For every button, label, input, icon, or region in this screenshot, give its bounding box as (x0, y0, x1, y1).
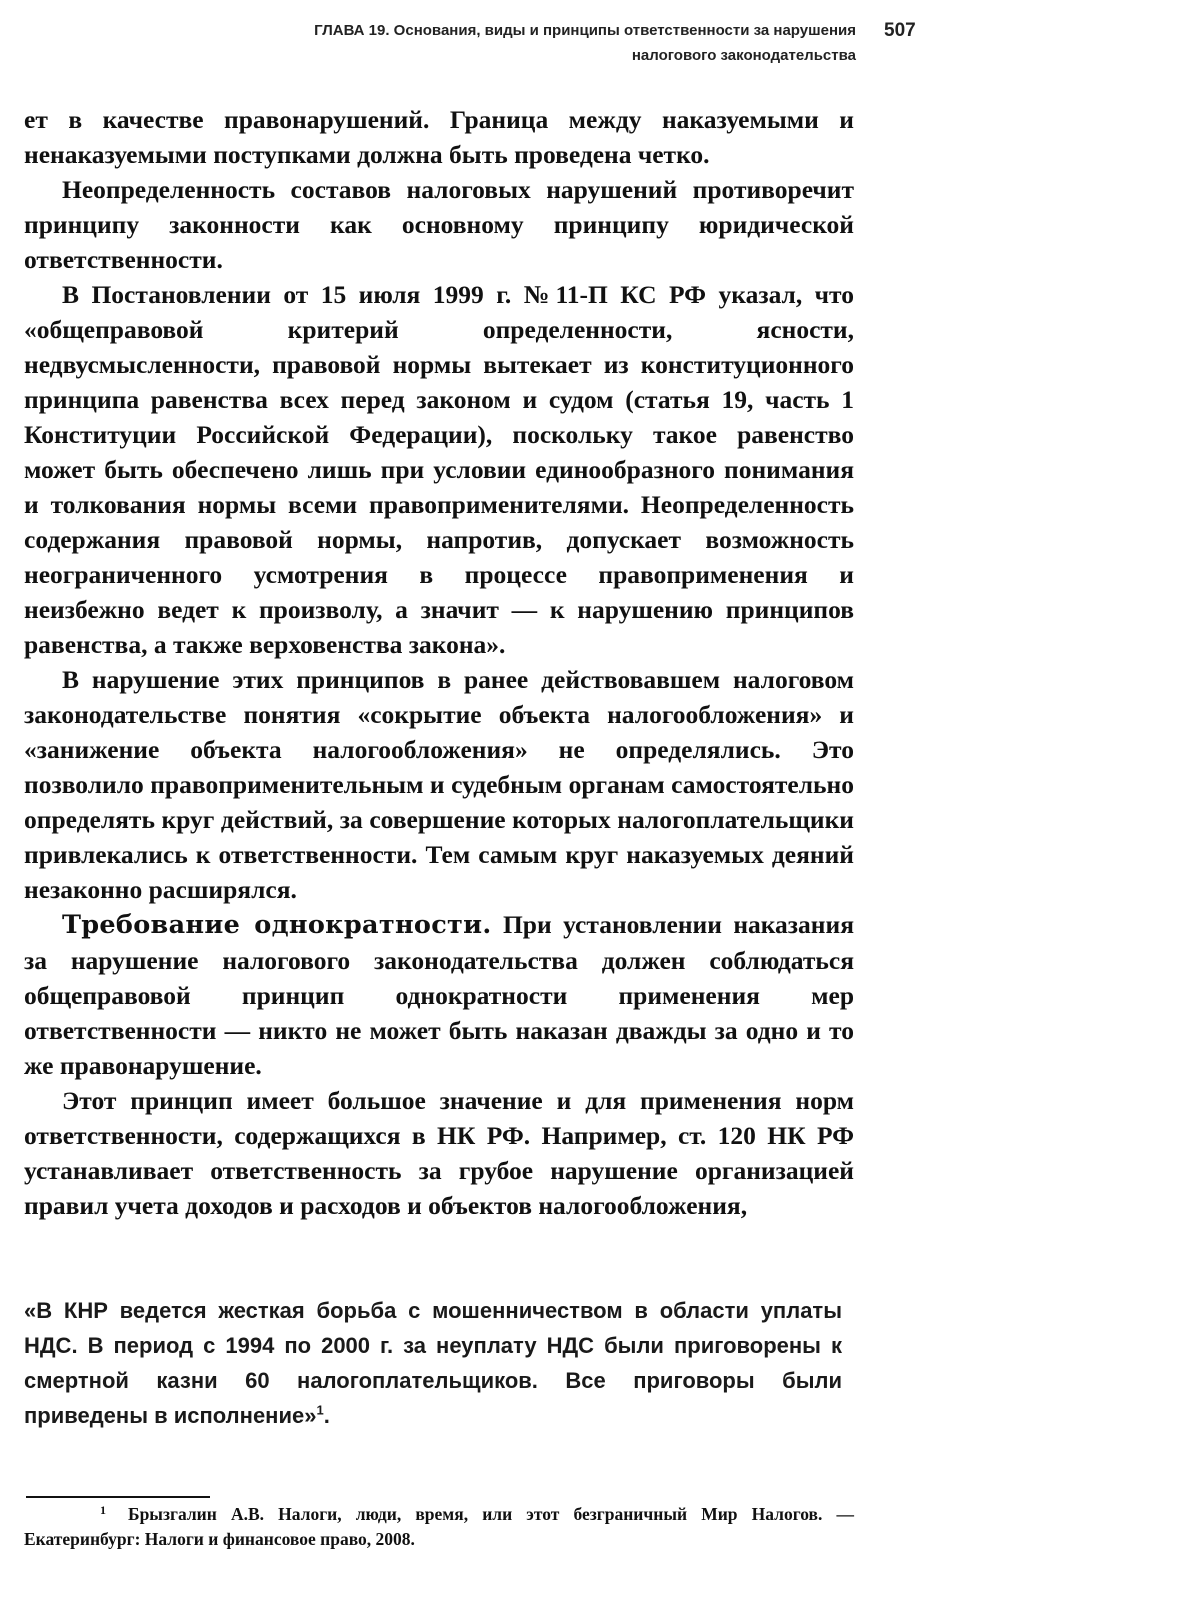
paragraph-5-lead-in: Требование однократности. (62, 910, 492, 940)
quote-block (24, 1293, 842, 1433)
running-header (130, 18, 856, 68)
chapter-title-line-1: ГЛАВА 19. Основания, виды и принципы ответственности за нарушения (314, 22, 856, 39)
chapter-title-line-2: налогового законодательства (631, 47, 856, 64)
paragraph-5-text: При установлении наказания за нарушение налогового законодательства должен соблюдаться общеправовой принцип однократности применения мер ответственности — никто не может быть наказан дважды за одно и то же правонарушение. (24, 910, 854, 1080)
paragraph-3: В Постановлении от 15 июля 1999 г. №11-П КС РФ указал, что «общеправовой критерий определенности, ясности, недвусмысленности, правовой нормы вытекает из конституционного принципа равенства всех перед законом и судом (статья 19, часть 1 Конституции Российской Федерации), поскольку такое равенство может быть обеспечено лишь при условии единообразного понимания и толкования нормы всеми правоприменителями. Неопределенность содержания правовой нормы, напротив, допускает возможность неограниченного усмотрения в процессе правоприменения и неизбежно ведет к произволу, а значит — к нарушению принципов равенства, а также верховенства закона». (24, 280, 854, 659)
quote-text: «В КНР ведется жесткая борьба с мошенничеством в области уплаты НДС. В период с 1994 по 2000 г. за неуплату НДС были приговорены к смертной казни 60 налогоплательщиков. Все приговоры были приведены в исполнение» (24, 1298, 842, 1428)
footnote-divider (26, 1496, 210, 1498)
footnote-reference: 1 (316, 1402, 324, 1418)
paragraph-2: Неопределенность составов налоговых нарушений противоречит принципу законности как основному принципу юридической ответственности. (24, 175, 854, 274)
main-text (24, 102, 854, 1223)
footnote (24, 1502, 854, 1552)
footnote-text: Брызгалин А.В. Налоги, люди, время, или этот безграничный Мир Налогов. — Екатеринбург: Налоги и финансовое право, 2008. (24, 1504, 854, 1549)
footnote-paragraph (24, 1502, 854, 1552)
page-number: 507 (884, 20, 916, 41)
quote-tail: . (323, 1403, 330, 1428)
footnote-mark: 1 (100, 1503, 106, 1517)
quote-paragraph (24, 1293, 842, 1433)
paragraph-5 (24, 907, 854, 1083)
paragraph-6: Этот принцип имеет большое значение и для применения норм ответственности, содержащихся в НК РФ. Например, ст. 120 НК РФ устанавливает ответственность за грубое нарушение организацией правил учета доходов и расходов и объектов налогообложения, (24, 1086, 854, 1220)
paragraph-1: ет в качестве правонарушений. Граница между наказуемыми и ненаказуемыми поступками должна быть проведена четко. (24, 105, 854, 169)
paragraph-4: В нарушение этих принципов в ранее действовавшем налоговом законодательстве понятия «сокрытие объекта налогообложения» и «занижение объекта налогообложения» не определялись. Это позволило правоприменительным и судебным органам самостоятельно определять круг действий, за совершение которых налогоплательщики привлекались к ответственности. Тем самым круг наказуемых деяний незаконно расширялся. (24, 665, 854, 904)
